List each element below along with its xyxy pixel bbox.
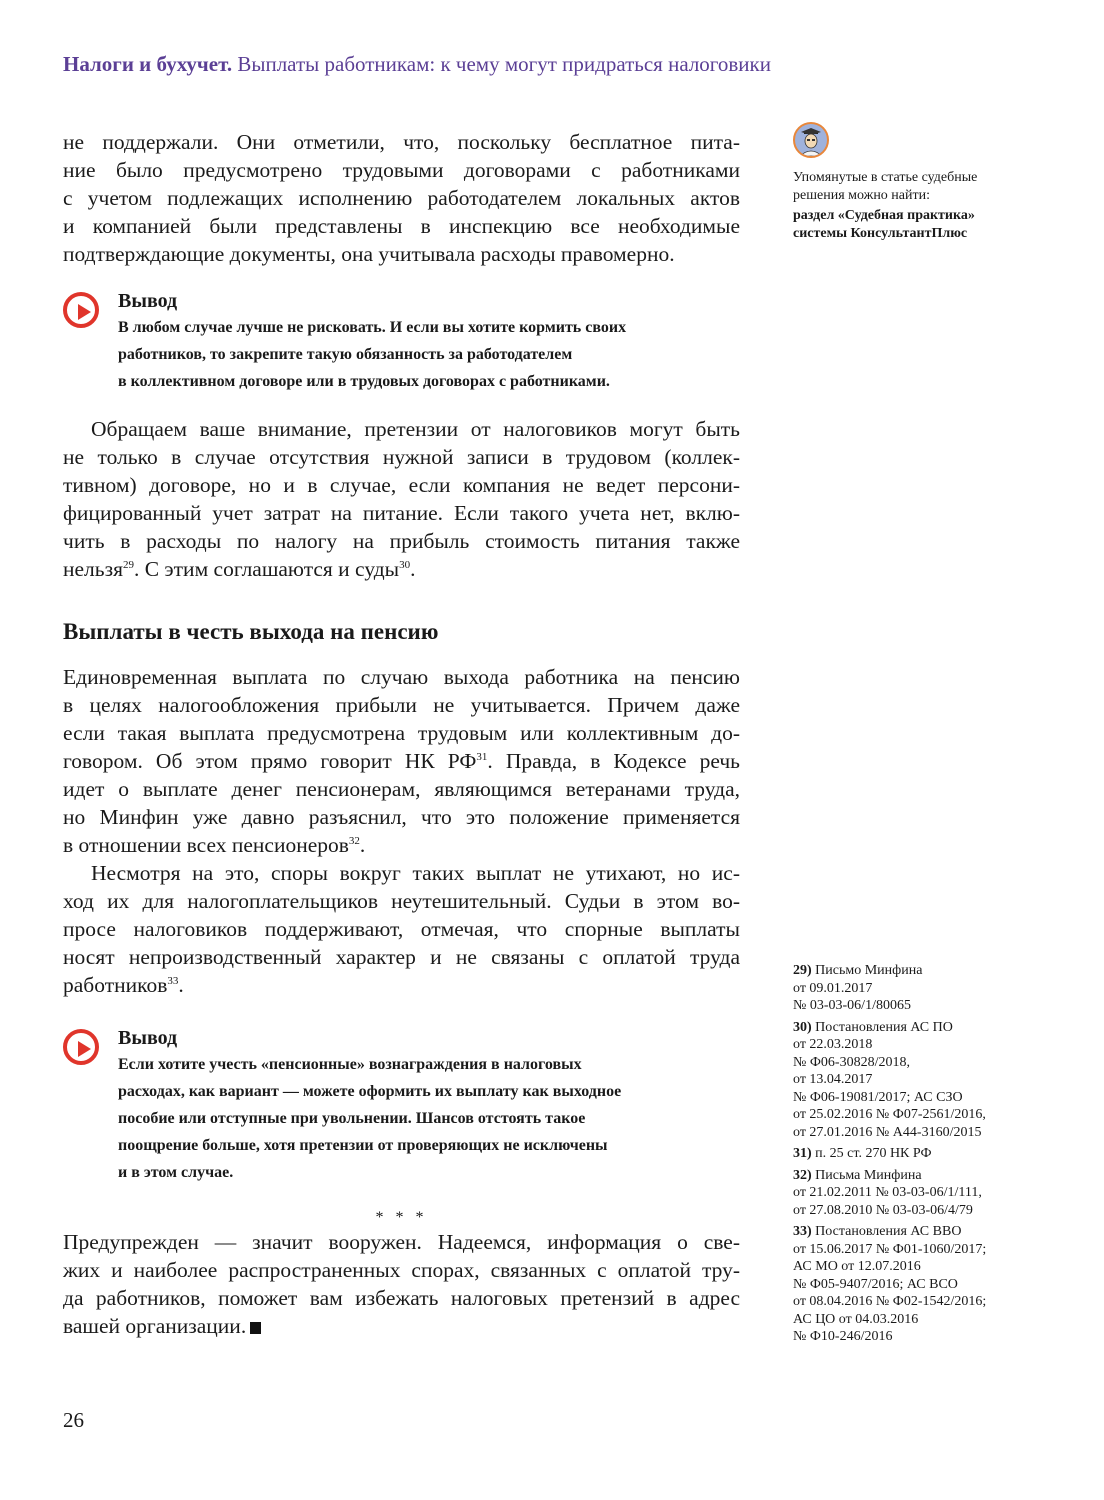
text-line: тивном) договоре, но и в случае, если компания не ведет персони- — [63, 473, 740, 497]
text-line: носят непроизводственный характер и не связаны с оплатой труда — [63, 945, 740, 969]
text-line: работников$^{33}$. — [63, 973, 184, 997]
text-line: чить в расходы по налогу на прибыль стоимость питания также — [63, 529, 740, 553]
callout-body — [118, 1051, 740, 1186]
header-section: Налоги и бухучет. — [63, 52, 233, 76]
text-line: В любом случае лучше не рисковать. И если вы хотите кормить своих — [118, 319, 627, 336]
sidebar-note-bold: раздел «Судебная практика» — [793, 208, 975, 223]
section-separator: * * * — [375, 1209, 428, 1226]
text-line: пособие или отступные при увольнении. Шансов отстоять такое — [118, 1110, 586, 1127]
text-line: подтверждающие документы, она учитывала расходы правомерно. — [63, 242, 675, 266]
text-line: и компанией были представлены в инспекцию все необходимые — [63, 214, 740, 238]
text-line: вашей организации. — [63, 1312, 740, 1340]
page-number: 26 — [63, 1408, 84, 1432]
conclusion-callout-1 — [63, 288, 740, 395]
footnote-ref[interactable]: 32 — [348, 835, 360, 847]
conclusion-callout-2 — [63, 1025, 740, 1186]
footnote-ref[interactable]: 30 — [399, 559, 411, 571]
footnote-31: 31) п. 25 ст. 270 НК РФ — [793, 1146, 932, 1161]
text-line: в отношении всех пенсионеров$^{32}$. — [63, 833, 366, 857]
paragraph-4 — [63, 859, 740, 999]
paragraph-2 — [63, 415, 740, 583]
callout-body — [118, 314, 740, 395]
header-title: Выплаты работникам: к чему могут придраться налоговики — [237, 52, 771, 76]
footnote-ref[interactable]: 33 — [167, 975, 179, 987]
text-line: просе налоговиков поддерживают, отмечая, что спорные выплаты — [63, 917, 740, 941]
text-line: в целях налогообложения прибыли не учитывается. Причем даже — [63, 693, 740, 717]
sidebar-note-line: Упомянутые в статье судебные — [793, 170, 978, 185]
footnote-33: 33) Постановления АС ВВО от 15.06.2017 № Ф01-1060/2017; АС МО от 12.07.2016 № Ф05-9407/2016; АС ВСО от 08.04.2016 № Ф02-1542/2016; АС ЦО от 04.03.2016 № Ф10-246/2016 — [793, 1224, 987, 1344]
sidebar-note-bold: системы КонсультантПлюс — [793, 225, 968, 241]
paragraph-3 — [63, 663, 740, 859]
text-line: в коллективном договоре или в трудовых договорах с работниками. — [118, 373, 610, 390]
text-line: Единовременная выплата по случаю выхода работника на пенсию — [63, 665, 740, 689]
text-line: ние было предусмотрено трудовыми договорами с работниками — [63, 158, 740, 182]
play-circle-icon — [63, 1029, 99, 1065]
text-line: с учетом подлежащих исполнению работодателем локальных актов — [63, 186, 740, 210]
paragraph-5 — [63, 1228, 740, 1340]
section-heading: Выплаты в честь выхода на пенсию — [63, 619, 439, 644]
footnotes — [793, 962, 986, 1350]
callout-title: Вывод — [118, 1027, 178, 1049]
footnote-32: 32) Письма Минфина от 21.02.2011 № 03-03-06/1/111, от 27.08.2010 № 03-03-06/4/79 — [793, 1167, 982, 1218]
text-line: поощрение больше, хотя претензии от проверяющих не исключены — [118, 1137, 608, 1154]
text-line: нельзя$^{29}$. С этим соглашаются и суды$^{30}$. — [63, 557, 416, 581]
sidebar-note-line: решения можно найти: — [793, 187, 931, 203]
footnote-ref[interactable]: 31 — [476, 751, 488, 763]
text-line: жих и наиболее распространенных спорах, связанных с оплатой тру- — [63, 1258, 740, 1282]
text-line: фицированный учет затрат на питание. Если такого учета нет, вклю- — [63, 501, 740, 525]
callout-title: Вывод — [118, 290, 178, 312]
text-line: говором. Об этом прямо говорит НК РФ$^{31}$. Правда, в Кодексе речь — [63, 749, 740, 773]
text-line: не поддержали. Они отметили, что, поскольку бесплатное пита- — [63, 130, 740, 154]
running-header — [63, 52, 963, 77]
text-line: идет о выплате денег пенсионерам, являющимся ветеранами труда, — [63, 777, 740, 801]
text-line: да работников, поможет вам избежать налоговых претензий в адрес — [63, 1286, 740, 1310]
text-line: Несмотря на это, споры вокруг таких выплат не утихают, но ис- — [91, 861, 740, 885]
text-line: и в этом случае. — [118, 1164, 234, 1181]
text-line: работников, то закрепите такую обязанность за работодателем — [118, 346, 573, 363]
paragraph-1 — [63, 128, 740, 268]
footnote-ref[interactable]: 29 — [122, 559, 134, 571]
judge-avatar-icon — [793, 122, 829, 158]
text-line: расходах, как вариант — можете оформить их выплату как выходное — [118, 1083, 622, 1100]
article-body — [63, 128, 740, 1340]
text-line: но Минфин уже давно разъяснил, что это положение применяется — [63, 805, 740, 829]
text-line: не только в случае отсутствия нужной записи в трудовом (коллек- — [63, 445, 740, 469]
sidebar-note — [793, 169, 977, 242]
text-line: если такая выплата предусмотрена трудовым или коллективным до- — [63, 721, 740, 745]
text-line: ход их для налогоплательщиков неутешительный. Судьи в этом во- — [63, 889, 740, 913]
play-circle-icon — [63, 292, 99, 328]
text-line: Обращаем ваше внимание, претензии от налоговиков могут быть — [91, 417, 740, 441]
text-line: Предупрежден — значит вооружен. Надеемся, информация о све- — [63, 1230, 740, 1254]
end-of-article-mark — [250, 1322, 261, 1334]
footnote-30: 30) Постановления АС ПО от 22.03.2018 № Ф06-30828/2018, от 13.04.2017 № Ф06-19081/2017; АС СЗО от 25.02.2016 № Ф07-2561/2016, от 27.01.2016 № А44-3160/2015 — [793, 1019, 986, 1140]
footnote-29: 29) Письмо Минфина от 09.01.2017 № 03-03-06/1/80065 — [793, 963, 923, 1013]
text-line: Если хотите учесть «пенсионные» вознаграждения в налоговых — [118, 1056, 582, 1073]
